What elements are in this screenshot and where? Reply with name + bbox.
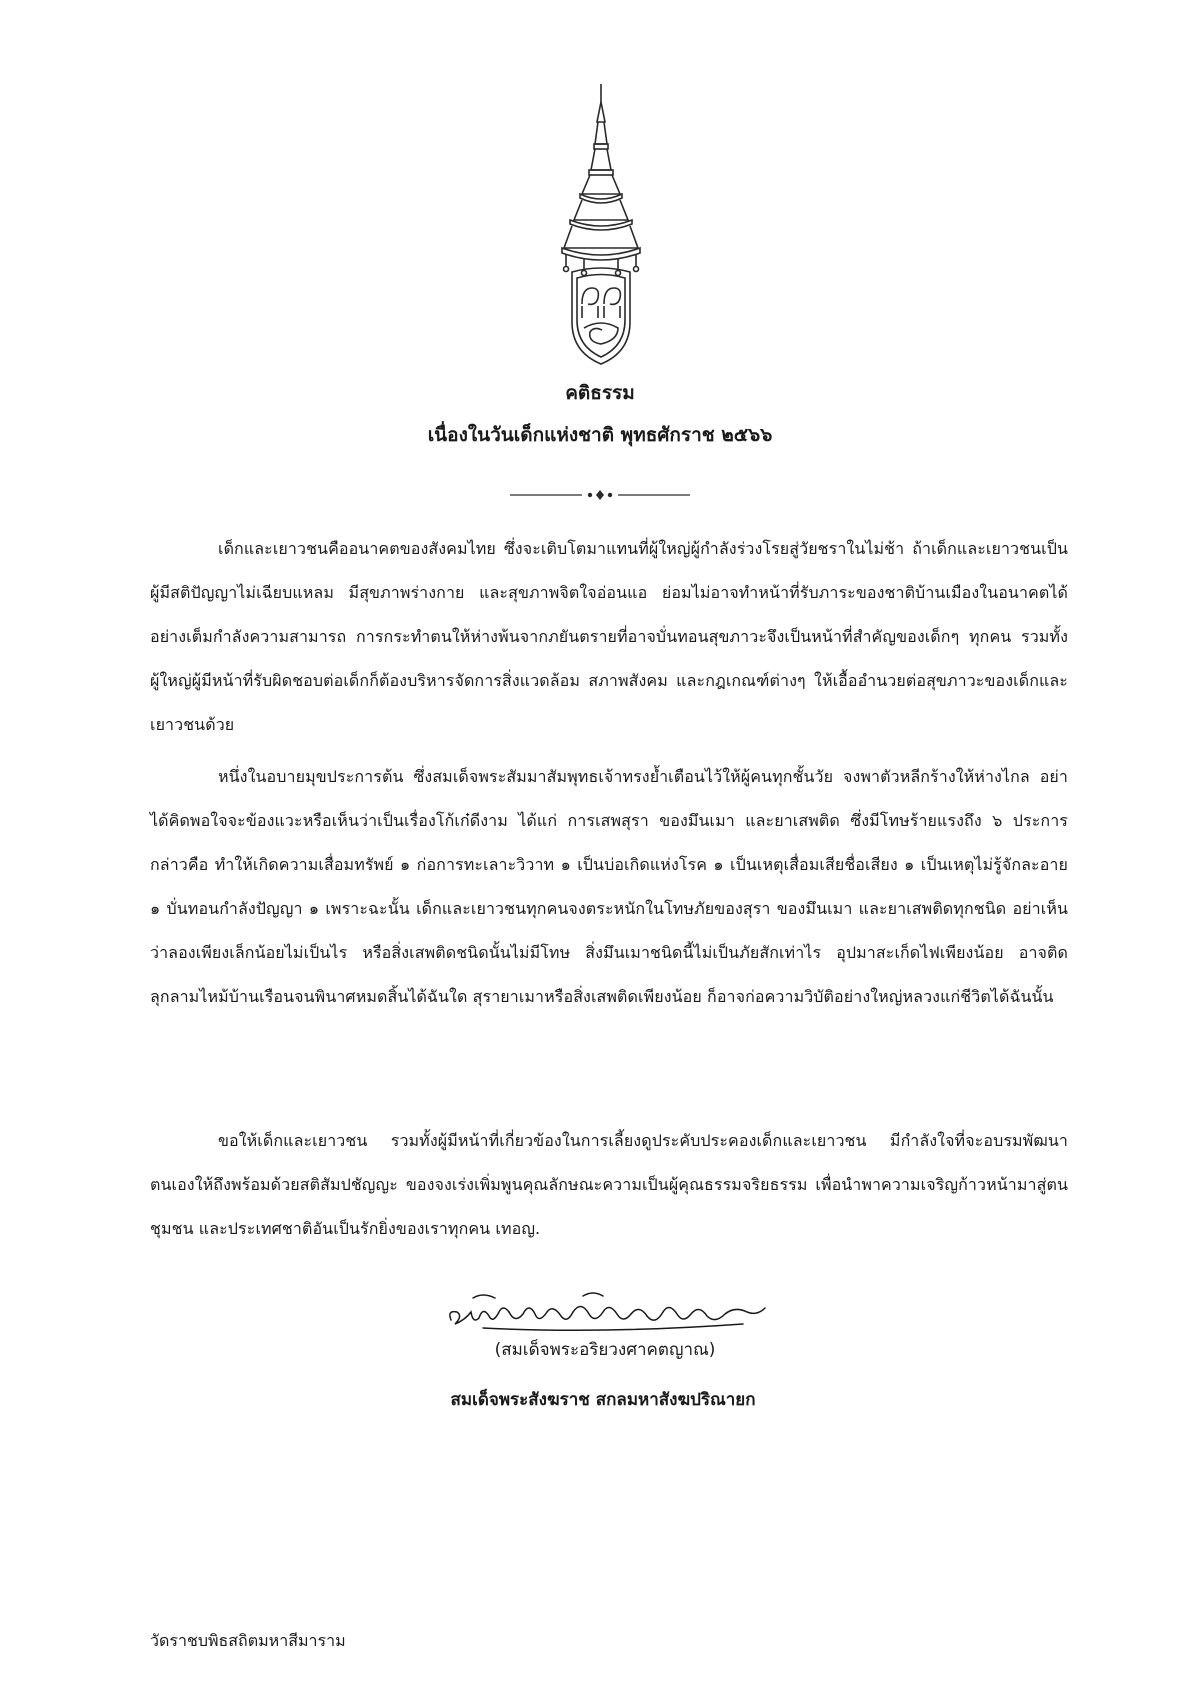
document-subtitle: เนื่องในวันเด็กแห่งชาติ พุทธศักราช ๒๕๖๖ [427,424,773,446]
body-paragraph-2: หนึ่งในอบายมุขประการต้น ซึ่งสมเด็จพระสัมมาสัมพุทธเจ้าทรงย้ำเตือนไว้ให้ผู้คนทุกชั้นวัย จงพาตัวหลีกร้างให้ห่างไกล อย่าได้คิดพอใจจะข้องแวะหรือเห็นว่าเป็นเรื่องโก้เก๋ดีงาม ได้แก่ การเสพสุรา ของมึนเมา และยาเสพติด ซึ่งมีโทษร้ายแรงถึง ๖ ประการ กล่าวคือ ทำให้เกิดความเสื่อมทรัพย์ ๑ ก่อการทะเลาะวิวาท ๑ เป็นบ่อเกิดแห่งโรค ๑ เป็นเหตุเสื่อมเสียชื่อเสียง ๑ เป็นเหตุไม่รู้จักละอาย ๑ บั่นทอนกำลังปัญญา ๑ เพราะฉะนั้น เด็กและเยาวชนทุกคนจงตระหนักในโทษภัยของสุรา ของมึนเมา และยาเสพติดทุกชนิด อย่าเห็นว่าลองเพียงเล็กน้อยไม่เป็นไร หรือสิ่งเสพติดชนิดนั้นไม่มีโทษ สิ่งมึนเมาชนิดนี้ไม่เป็นภัยสักเท่าไร อุปมาสะเก็ดไฟเพียงน้อย อาจติดลุกลามไหม้บ้านเรือนจนพินาศหมดสิ้นได้ฉันใด สุรายาเมาหรือสิ่งเสพติดเพียงน้อย ก็อาจก่อความวิบัติอย่างใหญ่หลวงแก่ชีวิตได้ฉันนั้น [150,767,1068,1006]
body-paragraph-3: ขอให้เด็กและเยาวชน รวมทั้งผู้มีหน้าที่เกี่ยวข้องในการเลี้ยงดูประคับประคองเด็กและเยาวชน มีกำลังใจที่จะอบรมพัฒนาตนเองให้ถึงพร้อมด้วยสติสัมปชัญญะ ของจงเร่งเพิ่มพูนคุณลักษณะความเป็นผู้คุณธรรมจริยธรรม เพื่อนำพาความเจริญก้าวหน้ามาสู่ตน ชุมชน และประเทศชาติอันเป็นรักยิ่งของเราทุกคน เทอญ. [150,1131,1068,1238]
document-title: คติธรรม [565,382,635,404]
royal-emblem-icon [560,82,642,367]
footer-temple-name: วัดราชบพิธสถิตมหาสีมาราม [150,1631,346,1650]
body-paragraph-1: เด็กและเยาวชนคืออนาคตของสังคมไทย ซึ่งจะเติบโตมาแทนที่ผู้ใหญ่ผู้กำลังร่วงโรยสู่วัยชราในไม่ช้า ถ้าเด็กและเยาวชนเป็นผู้มีสติปัญญาไม่เฉียบแหลม มีสุขภาพร่างกาย และสุขภาพจิตใจอ่อนแอ ย่อมไม่อาจทำหน้าที่รับภาระของชาติบ้านเมืองในอนาคตได้อย่างเต็มกำลังความสามารถ การกระทำตนให้ห่างพ้นจากภยันตรายที่อาจบั่นทอนสุขภาวะจึงเป็นหน้าที่สำคัญของเด็กๆ ทุกคน รวมทั้งผู้ใหญ่ผู้มีหน้าที่รับผิดชอบต่อเด็กก็ต้องบริหารจัดการสิ่งแวดล้อม สภาพสังคม และกฎเกณฑ์ต่างๆ ให้เอื้ออำนวยต่อสุขภาวะของเด็กและเยาวชนด้วย [150,539,1068,734]
ornamental-divider-icon [510,486,690,504]
signatory-name: (สมเด็จพระอริยวงศาคตญาณ) [494,1340,716,1360]
handwritten-signature-icon [443,1290,773,1334]
signatory-title: สมเด็จพระสังฆราช สกลมหาสังฆปริณายก [450,1390,756,1410]
